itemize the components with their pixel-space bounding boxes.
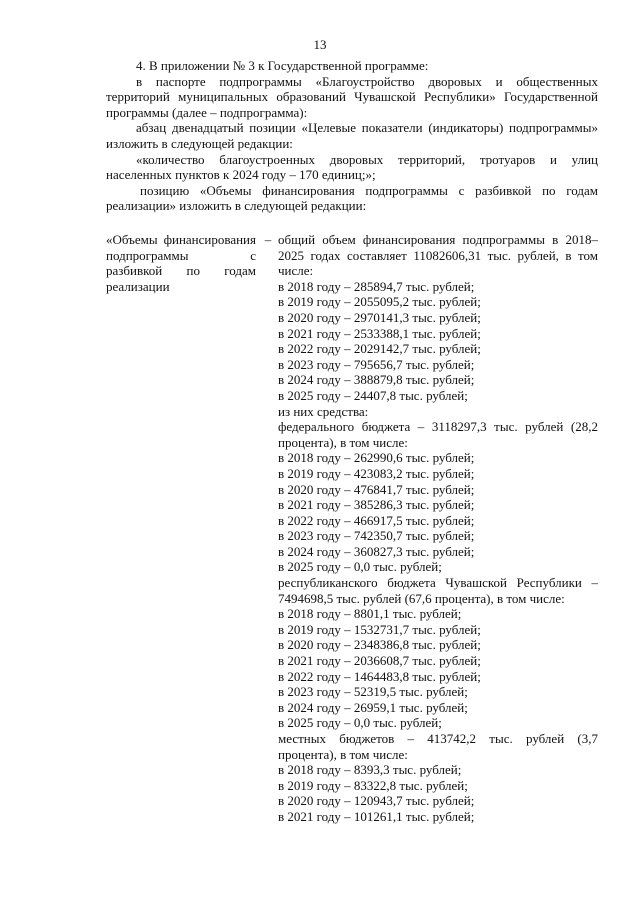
intro-paragraph-1: 4. В приложении № 3 к Государственной программе: — [136, 58, 429, 73]
year-amount-line: в 2021 году – 101261,1 тыс. рублей; — [278, 808, 475, 824]
page-number: 13 — [313, 37, 327, 52]
year-amount-line: в 2018 году – 8393,3 тыс. рублей; — [278, 762, 462, 778]
republic-budget: республиканского бюджета Чувашской Республики – 7494698,5 тыс. рублей (67,6 процента), в том числе: — [278, 575, 598, 606]
intro-text — [106, 58, 598, 214]
year-amount-line: в 2020 году – 2970141,3 тыс. рублей; — [278, 309, 481, 325]
year-amount-line: в 2023 году – 742350,7 тыс. рублей; — [278, 528, 475, 544]
year-amount-line: в 2018 году – 285894,7 тыс. рублей; — [278, 278, 475, 294]
federal-by-year-list — [278, 450, 598, 575]
year-amount-line: в 2023 году – 795656,7 тыс. рублей; — [278, 356, 475, 372]
year-amount-line: в 2019 году – 2055095,2 тыс. рублей; — [278, 294, 481, 310]
year-amount-line: в 2024 году – 360827,3 тыс. рублей; — [278, 543, 475, 559]
total-financing: общий объем финансирования подпрограммы в 2018–2025 годах составляет 11082606,31 тыс. рублей, в том числе: — [278, 232, 598, 279]
federal-budget: федерального бюджета – 3118297,3 тыс. рублей (28,2 процента), в том числе: — [278, 419, 598, 450]
year-amount-line: в 2019 году – 1532731,7 тыс. рублей; — [278, 621, 481, 637]
year-amount-line: в 2024 году – 26959,1 тыс. рублей; — [278, 699, 468, 715]
financing-label: «Объемы финансирования подпрограммы с разбивкой по годам реализации — [106, 232, 256, 294]
label-dash: – — [264, 232, 272, 247]
year-amount-line: в 2020 году – 476841,7 тыс. рублей; — [278, 481, 475, 497]
financing-details — [278, 232, 598, 825]
year-amount-line: в 2023 году – 52319,5 тыс. рублей; — [278, 684, 468, 700]
year-amount-line: в 2022 году – 1464483,8 тыс. рублей; — [278, 668, 481, 684]
year-amount-line: в 2021 году – 2533388,1 тыс. рублей; — [278, 325, 481, 341]
year-amount-line: в 2021 году – 385286,3 тыс. рублей; — [278, 497, 475, 513]
intro-paragraph-2: в паспорте подпрограммы «Благоустройство дворовых и общественных территорий муниципальных образований Чувашской Республики» Государственной программы (далее – подпрограмма): — [106, 73, 598, 120]
sources-heading: из них средства: — [278, 403, 369, 419]
year-amount-line: в 2025 году – 24407,8 тыс. рублей; — [278, 387, 468, 403]
total-by-year-list — [278, 279, 598, 404]
year-amount-line: в 2025 году – 0,0 тыс. рублей; — [278, 559, 442, 575]
year-amount-line: в 2025 году – 0,0 тыс. рублей; — [278, 715, 442, 731]
year-amount-line: в 2022 году – 2029142,7 тыс. рублей; — [278, 341, 481, 357]
intro-paragraph-4: «количество благоустроенных дворовых территорий, тротуаров и улиц населенных пунктов к 2024 году – 170 единиц;»; — [106, 151, 598, 183]
year-amount-line: в 2018 году – 8801,1 тыс. рублей; — [278, 606, 462, 622]
year-amount-line: в 2022 году – 466917,5 тыс. рублей; — [278, 512, 475, 528]
year-amount-line: в 2020 году – 2348386,8 тыс. рублей; — [278, 637, 481, 653]
intro-paragraph-3: абзац двенадцатый позиции «Целевые показатели (индикаторы) подпрограммы» изложить в следующей редакции: — [106, 120, 598, 151]
year-amount-line: в 2019 году – 423083,2 тыс. рублей; — [278, 465, 475, 481]
year-amount-line: в 2020 году – 120943,7 тыс. рублей; — [278, 793, 475, 809]
year-amount-line: в 2019 году – 83322,8 тыс. рублей; — [278, 777, 468, 793]
local-budget: местных бюджетов – 413742,2 тыс. рублей (3,7 процента), в том числе: — [278, 731, 598, 762]
local-by-year-list — [278, 762, 598, 824]
year-amount-line: в 2021 году – 2036608,7 тыс. рублей; — [278, 653, 481, 669]
intro-paragraph-5: позицию «Объемы финансирования подпрограммы с разбивкой по годам реализации» изложить в следующей редакции: — [106, 182, 598, 214]
republic-by-year-list — [278, 606, 598, 731]
year-amount-line: в 2018 году – 262990,6 тыс. рублей; — [278, 450, 475, 466]
year-amount-line: в 2024 году – 388879,8 тыс. рублей; — [278, 372, 475, 388]
